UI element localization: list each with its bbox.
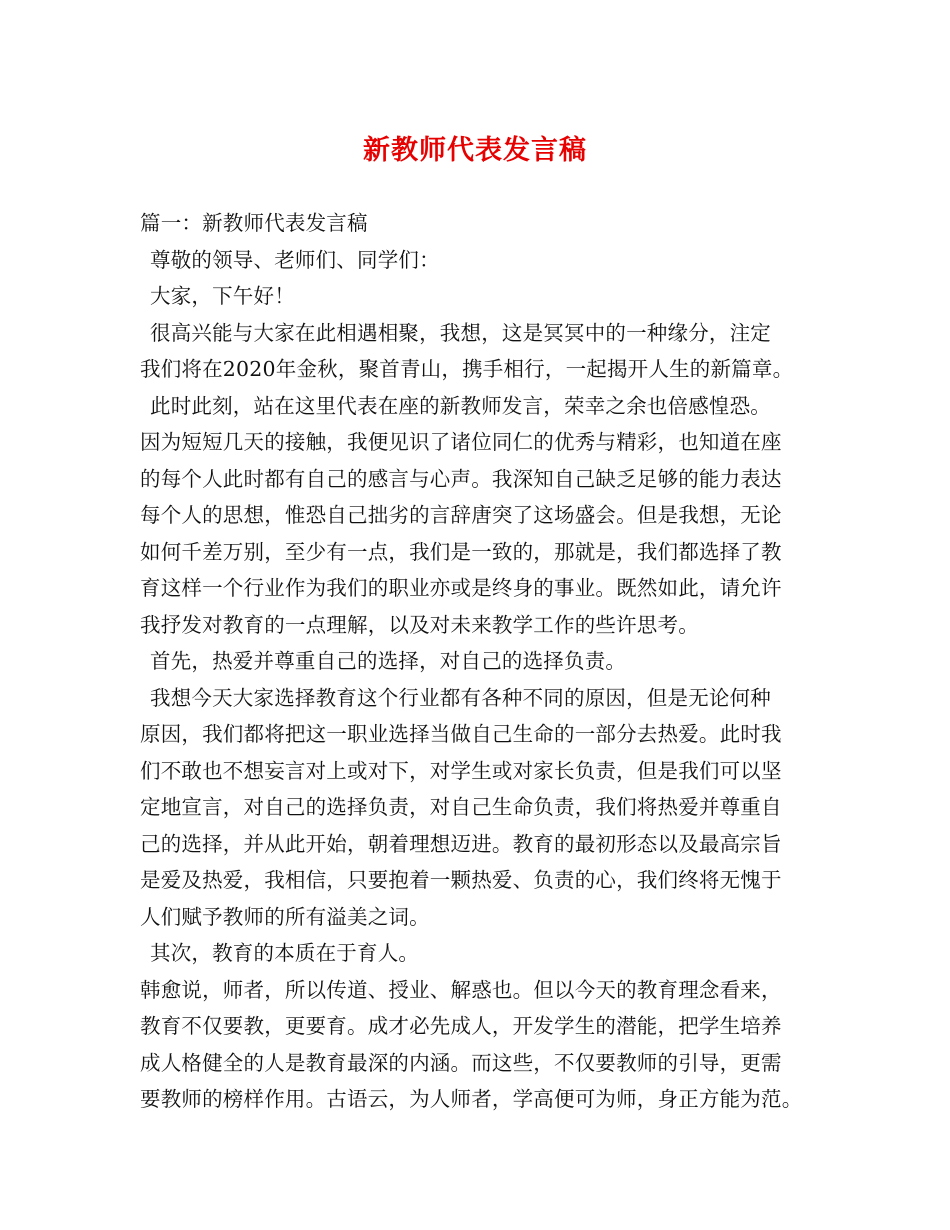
- paragraph-line: 们不敢也不想妄言对上或对下，对学生或对家长负责，但是我们可以坚: [140, 758, 782, 783]
- paragraph-line: 因为短短几天的接触，我便见识了诸位同仁的优秀与精彩，也知道在座: [140, 430, 782, 454]
- document-title: 新教师代表发言稿: [363, 135, 587, 166]
- paragraph-line: 如何千差万别，至少有一点，我们是一致的，那就是，我们都选择了教: [140, 539, 782, 564]
- paragraph-line: 此时此刻，站在这里代表在座的新教师发言，荣幸之余也倍感惶恐。: [150, 393, 771, 418]
- paragraph-line: 成人格健全的人是教育最深的内涵。而这些，不仅要教师的引导，更需: [140, 1050, 782, 1075]
- paragraph-line: 要教师的榜样作用。古语云，为人师者，学高便可为师，身正方能为范。: [140, 1087, 803, 1111]
- greeting: 大家，下午好！: [150, 284, 295, 308]
- paragraph-line: 很高兴能与大家在此相遇相聚，我想，这是冥冥中的一种缘分，注定: [150, 320, 771, 345]
- paragraph-line: 教育不仅要教，更要育。成才必先成人，开发学生的潜能，把学生培养: [140, 1014, 782, 1038]
- paragraph-line: 己的选择，并从此开始，朝着理想迈进。教育的最初形态以及最高宗旨: [140, 831, 782, 856]
- paragraph-line: 原因，我们都将把这一职业选择当做自己生命的一部分去热爱。此时我: [140, 722, 782, 746]
- paragraph-line: 我们将在2020年金秋，聚首青山，携手相行，一起揭开人生的新篇章。: [140, 357, 794, 381]
- paragraph-line: 育这样一个行业作为我们的职业亦或是终身的事业。既然如此，请允许: [140, 576, 782, 600]
- paragraph-line: 我抒发对教育的一点理解，以及对未来教学工作的些许思考。: [140, 612, 699, 637]
- paragraph-line: 的每个人此时都有自己的感言与心声。我深知自己缺乏足够的能力表达: [140, 466, 782, 491]
- paragraph-line: 韩愈说，师者，所以传道、授业、解惑也。但以今天的教育理念看来，: [140, 977, 782, 1002]
- paragraph-line: 首先，热爱并尊重自己的选择，对自己的选择负责。: [150, 649, 627, 673]
- salutation: 尊敬的领导、老师们、同学们：: [150, 247, 440, 272]
- paragraph-line: 每个人的思想，惟恐自己拙劣的言辞唐突了这场盛会。但是我想，无论: [140, 503, 782, 527]
- document-body: [140, 205, 830, 1118]
- paragraph-line: 人们赋予教师的所有溢美之词。: [140, 904, 430, 929]
- paragraph-line: 是爱及热爱，我相信，只要抱着一颗热爱、负责的心，我们终将无愧于: [140, 868, 782, 892]
- paragraph-line: 我想今天大家选择教育这个行业都有各种不同的原因，但是无论何种: [150, 685, 771, 710]
- paragraph-line: 其次，教育的本质在于育人。: [150, 941, 420, 965]
- section-heading: 篇一：新教师代表发言稿: [140, 211, 368, 235]
- paragraph-line: 定地宣言，对自己的选择负责，对自己生命负责，我们将热爱并尊重自: [140, 795, 782, 819]
